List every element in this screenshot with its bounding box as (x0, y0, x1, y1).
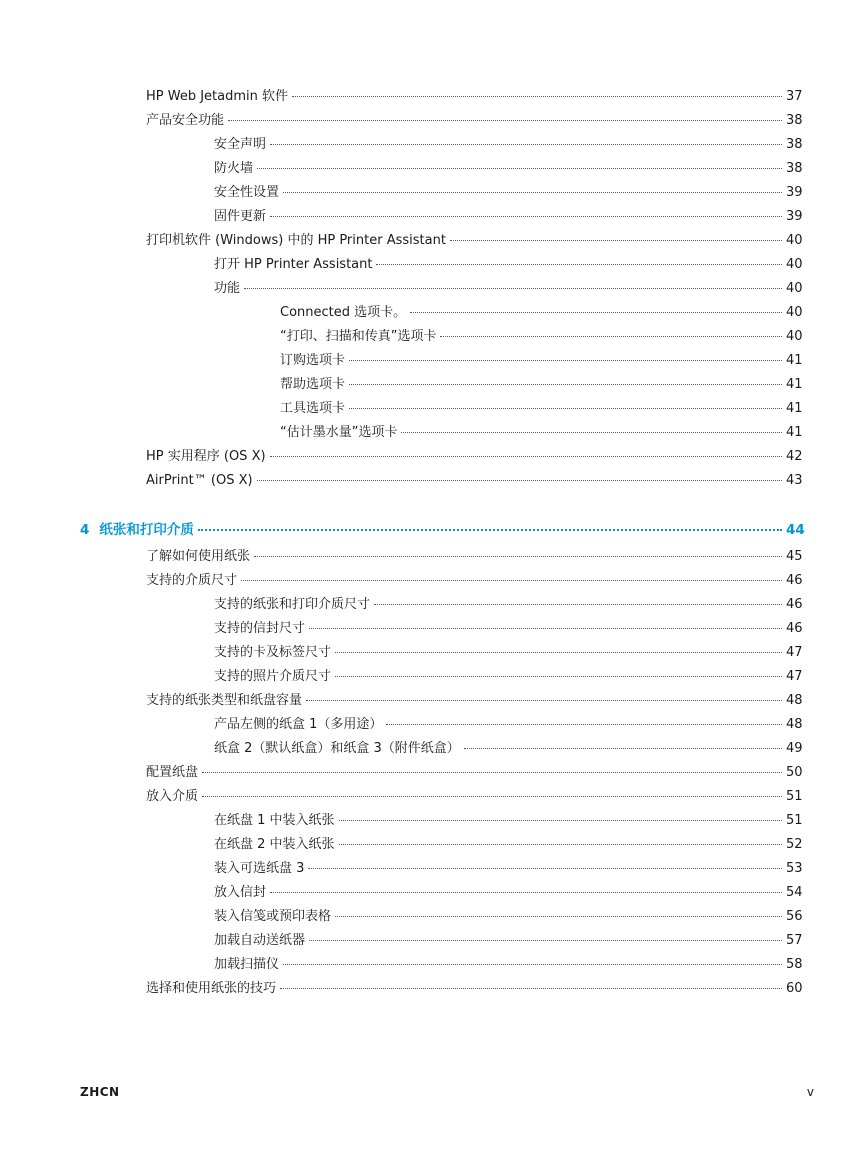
toc-entry[interactable] (214, 859, 802, 879)
toc-entry-page: 40 (786, 305, 803, 320)
dot-leader (228, 119, 782, 121)
toc-entry-page: 39 (786, 185, 803, 200)
chapter-page: 44 (786, 522, 805, 538)
dot-leader (292, 95, 782, 97)
toc-entry-title: 帮助选项卡 (280, 377, 346, 392)
toc-entry-page: 38 (786, 137, 803, 152)
toc-entry[interactable] (280, 423, 802, 443)
toc-entry[interactable] (146, 763, 802, 783)
toc-entry-title: 支持的纸张类型和纸盘容量 (146, 693, 303, 708)
toc-entry-title: 固件更新 (214, 209, 267, 224)
toc-entry[interactable] (146, 471, 802, 491)
toc-entry-title: 装入可选纸盘 3 (214, 861, 305, 876)
toc-entry[interactable] (280, 375, 802, 395)
toc-entry-page: 51 (786, 789, 803, 804)
toc-entry-page: 38 (786, 113, 803, 128)
toc-entry-title: 纸盒 2（默认纸盒）和纸盒 3（附件纸盒） (214, 741, 460, 756)
toc-entry-title: 订购选项卡 (280, 353, 346, 368)
toc-entry-page: 41 (786, 353, 803, 368)
toc-entry[interactable] (146, 231, 802, 251)
dot-leader (339, 819, 782, 821)
toc-entry-page: 53 (786, 861, 803, 876)
toc-entry[interactable] (280, 351, 802, 371)
toc-entry-page: 60 (786, 981, 803, 996)
toc-entry[interactable] (214, 811, 802, 831)
toc-entry[interactable] (214, 955, 802, 975)
dot-leader (450, 239, 782, 241)
toc-entry-page: 54 (786, 885, 803, 900)
toc-entry[interactable] (214, 907, 802, 927)
toc-entry-title: 加载自动送纸器 (214, 933, 306, 948)
toc-entry-page: 50 (786, 765, 803, 780)
toc-entry-title: 支持的照片介质尺寸 (214, 669, 332, 684)
toc-entry-page: 47 (786, 645, 803, 660)
toc-entry[interactable] (280, 303, 802, 323)
toc-entry-page: 58 (786, 957, 803, 972)
dot-leader (349, 359, 782, 361)
toc-entry-title: 工具选项卡 (280, 401, 346, 416)
toc-entry-title: HP Web Jetadmin 软件 (146, 89, 289, 104)
toc-entry[interactable] (280, 327, 802, 347)
toc-entry[interactable] (146, 111, 802, 131)
toc-entry-title: 支持的信封尺寸 (214, 621, 306, 636)
toc-entry-page: 37 (786, 89, 803, 104)
toc-entry-title: 装入信笺或预印表格 (214, 909, 332, 924)
toc-entry[interactable] (214, 619, 802, 639)
toc-entry-title: 加载扫描仪 (214, 957, 280, 972)
toc-entry-title: 支持的介质尺寸 (146, 573, 238, 588)
dot-leader (309, 627, 782, 629)
dot-leader (244, 287, 782, 289)
footer-page-number: v (806, 1085, 814, 1099)
toc-entry-page: 48 (786, 717, 803, 732)
toc-entry-title: 安全性设置 (214, 185, 280, 200)
dot-leader (202, 771, 782, 773)
toc-entry[interactable] (214, 883, 802, 903)
toc-entry[interactable] (146, 979, 802, 999)
toc-entry-title: 打印机软件 (Windows) 中的 HP Printer Assistant (146, 233, 446, 248)
dot-leader (386, 723, 782, 725)
toc-entry[interactable] (214, 255, 802, 275)
toc-entry-page: 46 (786, 621, 803, 636)
footer-language-code: ZHCN (80, 1085, 120, 1099)
toc-entry-page: 46 (786, 573, 803, 588)
toc-entry[interactable] (214, 667, 802, 687)
toc-entry-title: “打印、扫描和传真”选项卡 (280, 329, 437, 344)
dot-leader (464, 747, 782, 749)
toc-entry-title: 了解如何使用纸张 (146, 549, 251, 564)
toc-entry[interactable] (214, 739, 802, 759)
toc-entry[interactable] (146, 87, 802, 107)
dot-leader (335, 651, 782, 653)
toc-entry-page: 41 (786, 377, 803, 392)
toc-entry-title: “估计墨水量”选项卡 (280, 425, 398, 440)
dot-leader (283, 191, 782, 193)
toc-entry-page: 38 (786, 161, 803, 176)
toc-entry[interactable] (214, 595, 802, 615)
dot-leader (198, 528, 782, 531)
dot-leader (257, 479, 782, 481)
toc-entry-page: 39 (786, 209, 803, 224)
dot-leader (401, 431, 782, 433)
toc-entry-title: 支持的卡及标签尺寸 (214, 645, 332, 660)
dot-leader (280, 987, 782, 989)
dot-leader (254, 555, 782, 557)
toc-entry[interactable] (280, 399, 802, 419)
toc-entry-page: 40 (786, 329, 803, 344)
dot-leader (257, 167, 782, 169)
toc-entry-title: 在纸盘 1 中装入纸张 (214, 813, 335, 828)
toc-entry-title: 产品左侧的纸盒 1（多用途） (214, 717, 383, 732)
dot-leader (410, 311, 782, 313)
toc-entry-page: 57 (786, 933, 803, 948)
toc-entry-page: 52 (786, 837, 803, 852)
toc-entry[interactable] (214, 715, 802, 735)
dot-leader (241, 579, 782, 581)
toc-entry[interactable] (214, 279, 802, 299)
toc-entry[interactable] (214, 835, 802, 855)
dot-leader (440, 335, 782, 337)
toc-entry[interactable] (214, 207, 802, 227)
toc-entry-title: HP 实用程序 (OS X) (146, 449, 266, 464)
toc-entry-title: 产品安全功能 (146, 113, 225, 128)
dot-leader (202, 795, 782, 797)
toc-entry-page: 42 (786, 449, 803, 464)
toc-entry[interactable] (146, 447, 802, 467)
toc-entry-title: 放入介质 (146, 789, 199, 804)
toc-entry-page: 51 (786, 813, 803, 828)
toc-entry[interactable] (146, 547, 802, 567)
toc-entry-page: 40 (786, 257, 803, 272)
dot-leader (308, 867, 782, 869)
toc-entry[interactable] (146, 787, 802, 807)
toc-entry-page: 46 (786, 597, 803, 612)
toc-entry-page: 41 (786, 425, 803, 440)
toc-entry[interactable] (214, 135, 802, 155)
toc-entry-page: 49 (786, 741, 803, 756)
toc-entry-title: Connected 选项卡。 (280, 305, 407, 320)
toc-entry[interactable] (214, 931, 802, 951)
chapter-number: 4 (80, 522, 90, 538)
dot-leader (335, 675, 782, 677)
toc-entry-page: 43 (786, 473, 803, 488)
toc-entry[interactable] (214, 159, 802, 179)
dot-leader (376, 263, 782, 265)
chapter-title (80, 520, 194, 540)
toc-entry-page: 48 (786, 693, 803, 708)
toc-entry[interactable] (214, 643, 802, 663)
dot-leader (349, 407, 782, 409)
toc-entry[interactable] (146, 571, 802, 591)
toc-entry-page: 47 (786, 669, 803, 684)
toc-entry-title: 打开 HP Printer Assistant (214, 257, 373, 272)
toc-entry-page: 41 (786, 401, 803, 416)
toc-entry[interactable] (214, 183, 802, 203)
toc-entry-page: 45 (786, 549, 803, 564)
toc-entry-page: 56 (786, 909, 803, 924)
toc-entry[interactable] (146, 691, 802, 711)
dot-leader (349, 383, 782, 385)
toc-entry-title: 放入信封 (214, 885, 267, 900)
toc-entry-title: 选择和使用纸张的技巧 (146, 981, 277, 996)
toc-entry-page: 40 (786, 281, 803, 296)
toc-entry-title: 安全声明 (214, 137, 267, 152)
dot-leader (306, 699, 782, 701)
toc-chapter-heading[interactable] (80, 520, 805, 540)
toc-entry-title: 功能 (214, 281, 241, 296)
toc-entry-title: 防火墙 (214, 161, 254, 176)
toc-entry-page: 40 (786, 233, 803, 248)
dot-leader (270, 215, 782, 217)
toc-entry-title: AirPrint™ (OS X) (146, 473, 253, 488)
dot-leader (309, 939, 782, 941)
toc-entry-title: 支持的纸张和打印介质尺寸 (214, 597, 371, 612)
dot-leader (283, 963, 782, 965)
dot-leader (270, 143, 782, 145)
toc-entry-title: 配置纸盘 (146, 765, 199, 780)
chapter-title-text: 纸张和打印介质 (99, 522, 194, 538)
dot-leader (339, 843, 782, 845)
dot-leader (374, 603, 782, 605)
toc-entry-title: 在纸盘 2 中装入纸张 (214, 837, 335, 852)
dot-leader (335, 915, 782, 917)
dot-leader (270, 891, 782, 893)
dot-leader (270, 455, 782, 457)
